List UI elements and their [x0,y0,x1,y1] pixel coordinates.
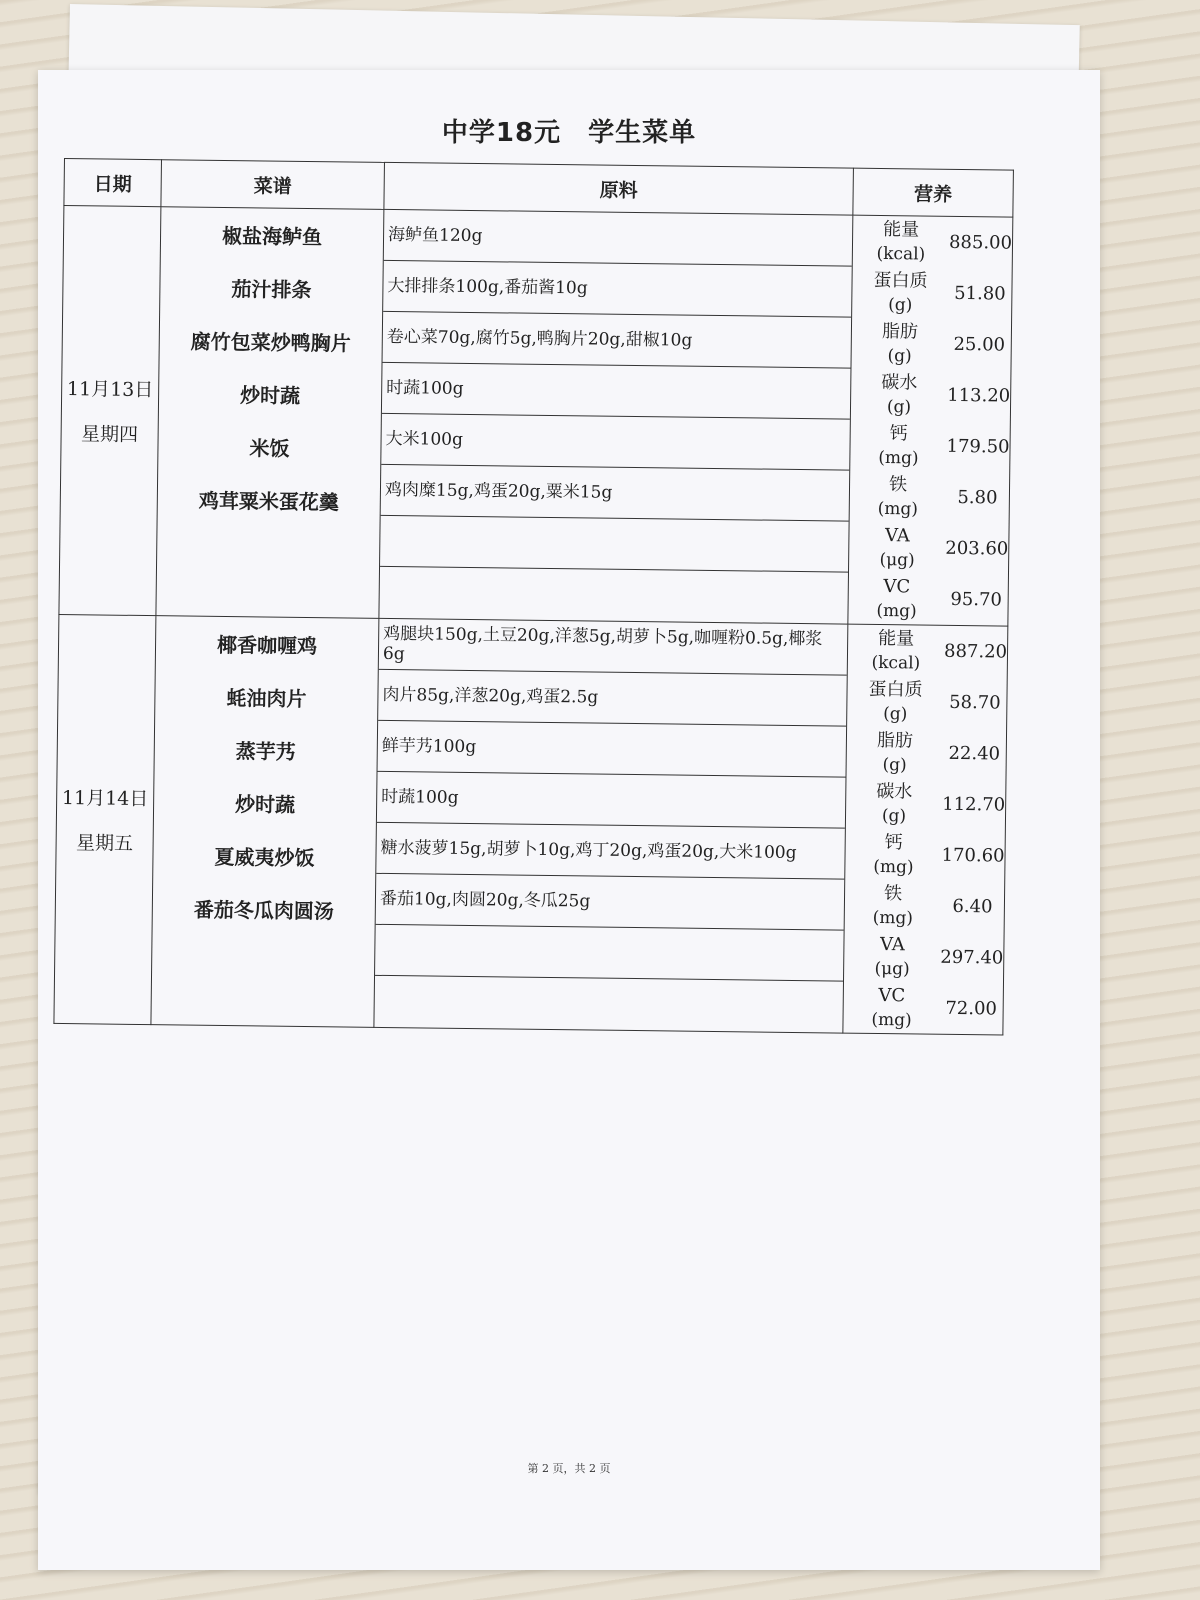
nutrient-value: 113.20 [947,384,1011,407]
nutrient-value: 72.00 [945,997,998,1020]
ingredient-row [375,925,844,982]
nutrient-label [844,932,941,981]
day-date-cell [54,614,156,1024]
dish-name: 腐竹包菜炒鸭胸片 [190,329,351,356]
nutrient-value: 25.00 [953,333,1006,356]
ingredient-row: 鸡腿块150g,土豆20g,洋葱5g,胡萝卜5g,咖喱粉0.5g,椰浆6g [379,619,848,676]
nutrition-row [847,727,1007,780]
menu-page [38,70,1100,1570]
ingredient-row: 卷心菜70g,腐竹5g,鸭胸片20g,甜椒10g [383,312,852,369]
ingredients-cell [379,209,853,624]
nutrient-label [850,421,947,470]
nutrient-name: 铁 [883,882,903,904]
day-weekday: 星期五 [75,832,134,855]
day-date: 11月14日 [61,787,149,811]
dish-name: 椒盐海鲈鱼 [221,223,323,250]
nutrient-value: 51.80 [954,282,1006,305]
nutrient-label [848,574,945,623]
dish-name: 番茄冬瓜肉圆汤 [193,897,334,924]
ingredient-row: 大米100g [381,414,850,471]
nutrient-unit: (mg) [877,498,919,519]
ingredient-row: 海鲈鱼120g [384,210,853,267]
ingredient-row [374,976,843,1033]
nutrient-value: 22.40 [948,742,1001,765]
dishes-cell [156,207,384,619]
dish-name: 米饭 [249,436,290,461]
nutrient-label [852,319,949,368]
dish-name: 蚝油肉片 [226,686,307,712]
nutrition-row [848,625,1008,678]
nutrient-value: 887.20 [943,640,1008,663]
nutrient-unit: (g) [881,805,907,826]
dish-name: 茄汁排条 [231,277,312,303]
nutrition-row [847,676,1007,729]
ingredient-row: 肉片85g,洋葱20g,鸡蛋2.5g [378,670,847,727]
nutrition-row [852,267,1012,320]
nutrient-name: VC [878,984,906,1006]
dish-name: 炒时蔬 [234,792,296,817]
nutrition-row [853,216,1013,269]
header-nutrition: 营养 [853,168,1014,217]
nutrient-unit: (g) [883,703,908,724]
nutrient-label [850,472,947,521]
nutrient-unit: (μg) [879,549,915,570]
ingredient-row [379,567,848,624]
dish-name: 鸡茸粟米蛋花羹 [198,488,339,515]
nutrition-cell [848,215,1013,626]
nutrient-name: 脂肪 [876,729,914,751]
ingredient-row: 鸡肉糜15g,鸡蛋20g,粟米15g [381,465,850,522]
nutrition-row [845,880,1005,933]
nutrient-label [843,983,940,1032]
nutrition-row [846,778,1006,831]
nutrient-unit: (kcal) [876,243,926,265]
nutrient-unit: (mg) [871,1009,912,1030]
nutrient-unit: (g) [887,345,912,366]
nutrient-value: 179.50 [946,435,1010,458]
nutrition-row [849,522,1009,575]
ingredient-row: 大排排条100g,番茄酱10g [383,261,852,318]
nutrient-label [849,523,946,572]
nutrient-label [852,268,949,317]
ingredient-row: 番茄10g,肉圆20g,冬瓜25g [376,874,845,931]
nutrient-name: 碳水 [876,780,913,802]
header-date: 日期 [64,159,162,207]
nutrient-name: VC [883,575,911,597]
nutrient-name: 能量 [878,627,915,649]
nutrient-unit: (mg) [873,856,914,877]
nutrient-unit: (g) [888,294,913,315]
dish-name: 椰香咖喱鸡 [216,632,318,659]
nutrient-unit: (mg) [872,907,914,928]
nutrient-label [848,626,945,675]
day-weekday: 星期四 [80,423,139,446]
nutrient-label [847,728,944,777]
day-row [54,614,1008,1035]
nutrient-value: 170.60 [941,844,1005,867]
nutrient-unit: (mg) [876,600,917,621]
nutrient-label [853,217,950,266]
day-date-cell [59,206,161,616]
dishes-cell [151,616,379,1028]
ingredients-cell [374,618,848,1033]
ingredient-row [380,516,849,573]
day-date: 11月13日 [66,378,154,402]
nutrient-value: 297.40 [940,946,1004,969]
page-title: 中学18元 学生菜单 [441,118,697,148]
nutrient-name: VA [884,524,910,546]
dish-name: 炒时蔬 [239,383,301,408]
dish-name: 蒸芋艿 [235,739,296,764]
nutrient-unit: (g) [882,754,907,775]
nutrient-name: 钙 [884,831,903,853]
nutrient-value: 203.60 [945,537,1009,560]
nutrient-label [847,677,944,726]
nutrient-name: 钙 [889,422,908,444]
header-dishes: 菜谱 [161,160,385,210]
nutrient-label [846,779,943,828]
ingredient-row: 时蔬100g [382,363,851,420]
nutrition-row [844,931,1004,984]
page-footer: 第 2 页，共 2 页 [527,1462,611,1475]
nutrient-value: 5.80 [957,486,998,509]
menu-table [53,158,1014,1036]
nutrient-name: 碳水 [881,371,918,393]
nutrition-row [851,369,1011,422]
nutrient-unit: (kcal) [871,652,921,673]
nutrient-name: VA [879,933,905,955]
nutrient-value: 6.40 [952,895,993,918]
nutrient-label [845,881,942,930]
nutrient-value: 95.70 [950,588,1003,611]
nutrient-value: 885.00 [948,231,1013,254]
nutrient-label [851,370,948,419]
nutrition-row [845,829,1005,882]
nutrient-name: 蛋白质 [873,269,928,292]
nutrient-label [845,830,942,879]
ingredient-row: 鲜芋艿100g [378,721,847,778]
nutrient-unit: (μg) [874,958,910,979]
nutrient-value: 58.70 [949,691,1001,714]
nutrition-row [848,573,1008,626]
nutrient-unit: (mg) [878,447,919,468]
nutrient-name: 脂肪 [881,320,919,342]
nutrition-row [850,471,1010,524]
nutrient-unit: (g) [886,396,912,417]
nutrient-value: 112.70 [942,793,1006,816]
nutrient-name: 铁 [888,473,908,495]
nutrient-name: 能量 [883,218,920,240]
header-ingredients: 原料 [384,162,854,215]
day-row [59,206,1013,627]
nutrition-row [852,318,1012,371]
dish-name: 夏威夷炒饭 [214,844,315,871]
nutrition-row [850,420,1010,473]
nutrition-row [843,982,1003,1035]
nutrition-cell [843,624,1008,1035]
nutrient-name: 蛋白质 [868,678,923,701]
ingredient-row: 糖水菠萝15g,胡萝卜10g,鸡丁20g,鸡蛋20g,大米100g [376,823,845,880]
ingredient-row: 时蔬100g [377,772,846,829]
